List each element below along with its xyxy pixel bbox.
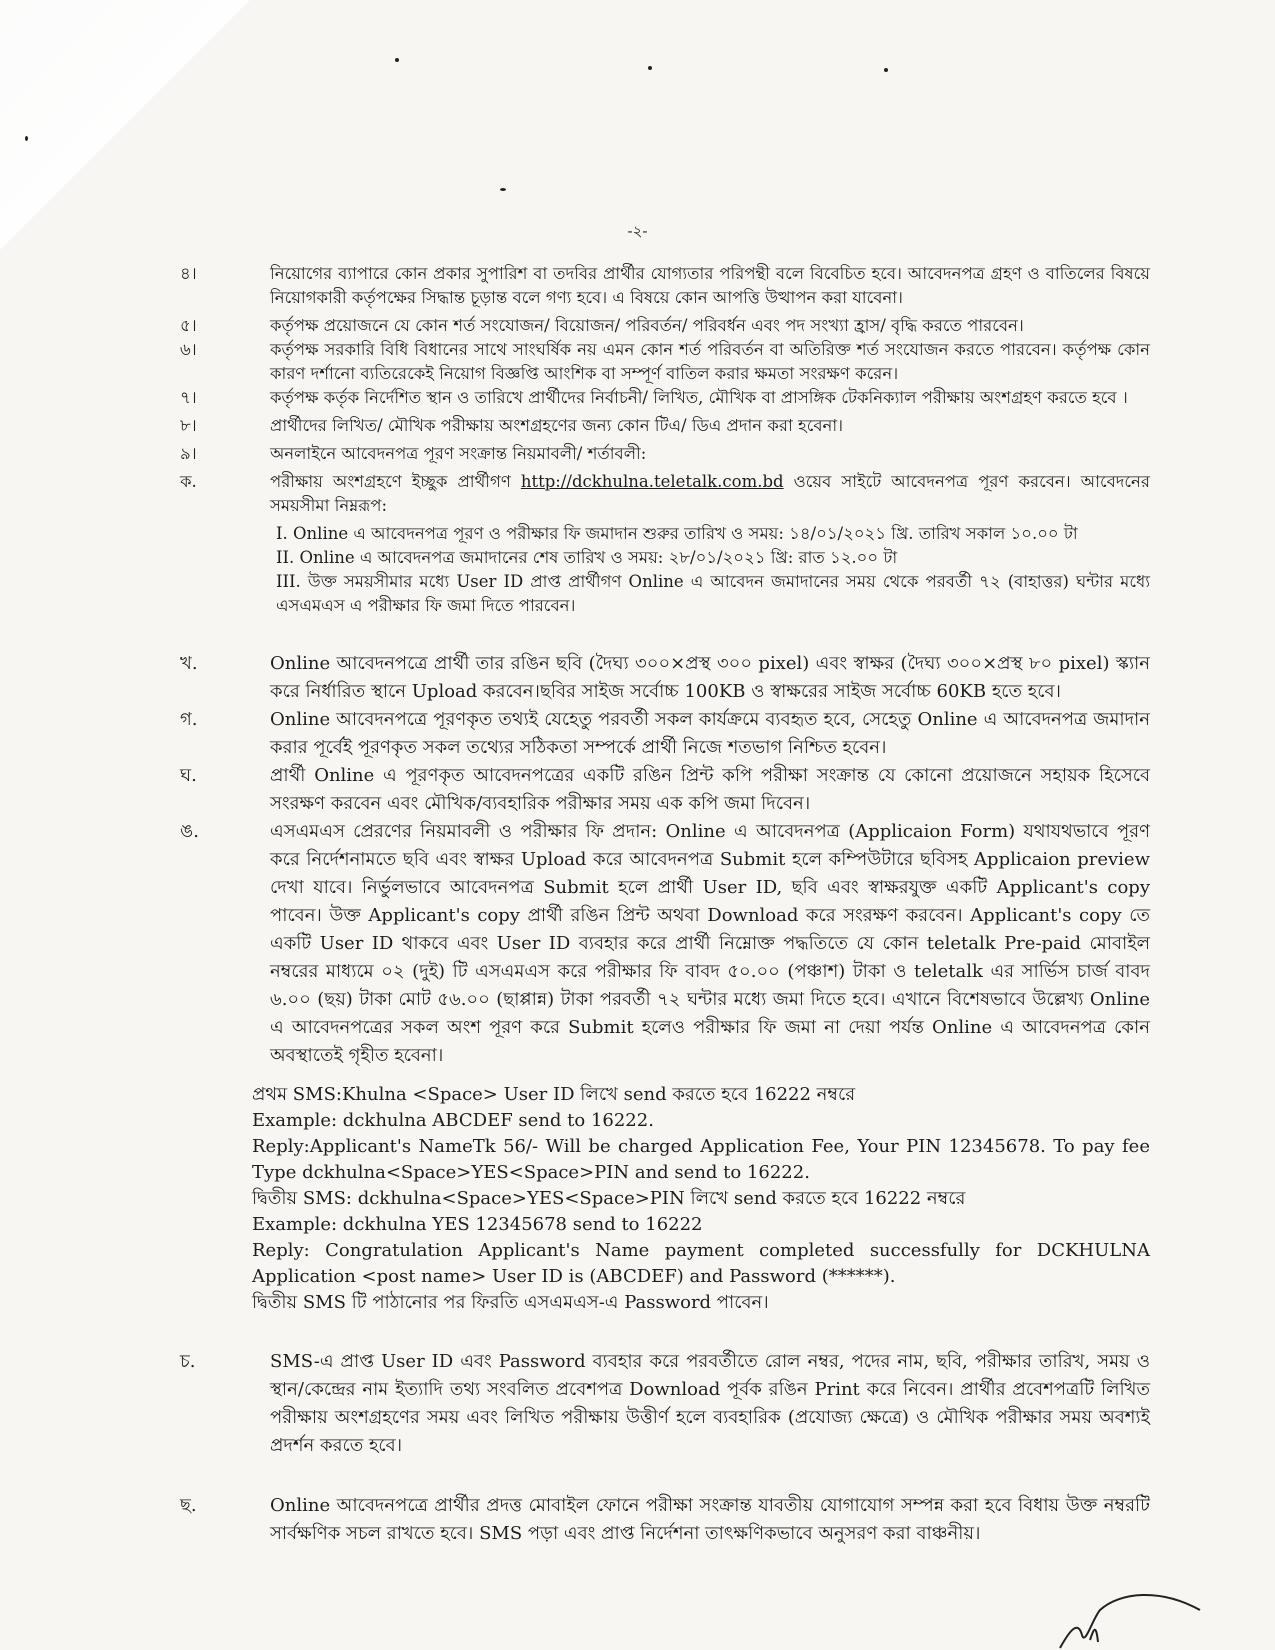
scan-speck bbox=[25, 136, 28, 141]
list-item bbox=[180, 262, 1150, 310]
item-text: Online আবেদনপত্রে প্রার্থী তার রঙিন ছবি (দৈঘ্য ৩০০×প্রস্থ ৩০০ pixel) এবং স্বাক্ষর (দৈঘ্য ৩০০×প্রস্থ ৮০ pixel) স্ক্যান করে নির্ধারিত স্থানে Upload করবেন।ছবির সাইজ সর্বোচ্চ 100KB ও স্বাক্ষরের সাইজ সর্বোচ্চ 60KB হতে হবে। bbox=[270, 653, 1150, 702]
fee-deadline: III. উক্ত সময়সীমার মধ্যে User ID প্রাপ্ত প্রার্থীগণ Online এ আবেদন জমাদানের সময় থেকে পরবর্তী ৭২ (বাহাত্তর) ঘন্টার মধ্যে এসএমএস এ পরীক্ষার ফি জমা দিতে পারবেন। bbox=[276, 572, 1150, 615]
list-item bbox=[180, 338, 1150, 386]
sms-instructions bbox=[252, 1082, 1150, 1316]
sms-line: Example: dckhulna ABCDEF send to 16222. bbox=[252, 1110, 654, 1131]
sms-line: দ্বিতীয় SMS: dckhulna<Space>YES<Space>PIN লিখে send করতে হবে 16222 নম্বরে bbox=[252, 1188, 966, 1209]
deadline-end: II. Online এ আবেদনপত্র জমাদানের শেষ তারিখ ও সময়: ২৮/০১/২০২১ খ্রি: রাত ১২.০০ টা bbox=[276, 548, 898, 567]
item-marker: ঙ. bbox=[180, 821, 199, 842]
list-item bbox=[180, 1492, 1150, 1548]
item-text: Online আবেদনপত্রে প্রার্থীর প্রদত্ত মোবাইল ফোনে পরীক্ষা সংক্রান্ত যাবতীয় যোগাযোগ সম্পন্ন করা হবে বিধায় উক্ত নম্বরটি সার্বক্ষণিক সচল রাখতে হবে। SMS পড়া এবং প্রাপ্ত নির্দেশনা তাৎক্ষণিকভাবে অনুসরণ করা বাঞ্চনীয়। bbox=[270, 1495, 1150, 1544]
document-body bbox=[180, 262, 1150, 1548]
sms-line: Example: dckhulna YES 12345678 send to 16222 bbox=[252, 1214, 703, 1235]
paper-fold-corner bbox=[0, 0, 250, 250]
item-text: অনলাইনে আবেদনপত্র পূরণ সংক্রান্ত নিয়মাবলী/ শর্তাবলী: bbox=[270, 444, 647, 463]
list-item bbox=[180, 1348, 1150, 1460]
list-item bbox=[180, 762, 1150, 818]
signature-mark bbox=[1030, 1580, 1230, 1650]
item-marker: ৬। bbox=[180, 340, 197, 359]
item-marker: ৯। bbox=[180, 444, 197, 463]
deadline-start: I. Online এ আবেদনপত্র পূরণ ও পরীক্ষার ফি জমাদান শুরুর তারিখ ও সময়: ১৪/০১/২০২১ খ্রি. তারিখ সকাল ১০.০০ টা bbox=[276, 524, 1078, 543]
item-marker: গ. bbox=[180, 709, 198, 730]
item-text: Online আবেদনপত্রে পূরণকৃত তথ্যই যেহেতু পরবর্তী সকল কার্যক্রমে ব্যবহৃত হবে, সেহেতু Online এ আবেদনপত্র জমাদান করার পূর্বেই পূরণকৃত সকল তথ্যের সঠিকতা সম্পর্কে প্রার্থী নিজে শতভাগ নিশ্চিত হবেন। bbox=[270, 709, 1150, 758]
ka-text-after: ওয়েব সাইটে আবেদনপত্র পূরণ করবেন। আবেদনের সময়সীমা নিম্নরূপ: bbox=[270, 472, 1150, 515]
page-number: -২- bbox=[627, 222, 648, 240]
scan-speck bbox=[395, 58, 399, 62]
item-marker: ছ. bbox=[180, 1495, 197, 1516]
sms-line: Reply:Applicant's NameTk 56/- Will be charged Application Fee, Your PIN 12345678. To pay fee Type dckhulna<Space>YES<Space>PIN and send to 16222. bbox=[252, 1136, 1150, 1183]
sms-line: দ্বিতীয় SMS টি পাঠানোর পর ফিরতি এসএমএস-এ Password পাবেন। bbox=[252, 1292, 769, 1313]
list-item bbox=[180, 650, 1150, 706]
website-link[interactable]: http://dckhulna.teletalk.com.bd bbox=[520, 472, 784, 491]
item-marker: ৫। bbox=[180, 316, 197, 335]
item-text: কর্তৃপক্ষ প্রয়োজনে যে কোন শর্ত সংযোজন/ বিয়োজন/ পরিবর্তন/ পরিবর্ধন এবং পদ সংখ্যা হ্রাস/ বৃদ্ধি করতে পারবেন। bbox=[270, 316, 1024, 335]
item-text: নিয়োগের ব্যাপারে কোন প্রকার সুপারিশ বা তদবির প্রার্থীর যোগ্যতার পরিপন্থী বলে বিবেচিত হবে। আবেদনপত্র গ্রহণ ও বাতিলের বিষয়ে নিয়োগকারী কর্তৃপক্ষের সিদ্ধান্ত চূড়ান্ত বলে গণ্য হবে। এ বিষয়ে কোন আপত্তি উত্থাপন করা যাবেনা। bbox=[270, 264, 1150, 307]
list-item bbox=[180, 818, 1150, 1070]
list-item bbox=[180, 414, 1150, 438]
list-item bbox=[180, 314, 1150, 338]
list-item bbox=[180, 442, 1150, 466]
ka-text-before: পরীক্ষায় অংশগ্রহণে ইচ্ছুক প্রার্থীগণ bbox=[270, 472, 511, 491]
list-item bbox=[180, 706, 1150, 762]
item-marker: ঘ. bbox=[180, 765, 197, 786]
list-item bbox=[180, 386, 1150, 410]
item-marker: খ. bbox=[180, 653, 198, 674]
item-text: কর্তৃপক্ষ কর্তৃক নির্দেশিত স্থান ও তারিখে প্রার্থীদের নির্বাচনী/ লিখিত, মৌখিক বা প্রাসঙ্গিক টেকনিক্যাল পরীক্ষায় অংশগ্রহণ করতে হবে । bbox=[270, 388, 1128, 407]
item-text: প্রার্থীদের লিখিত/ মৌখিক পরীক্ষায় অংশগ্রহণের জন্য কোন টিএ/ ডিএ প্রদান করা হবেনা। bbox=[270, 416, 844, 435]
item-marker: ৪। bbox=[180, 264, 197, 283]
scan-speck bbox=[648, 66, 652, 70]
scan-speck bbox=[500, 188, 506, 191]
item-text: কর্তৃপক্ষ সরকারি বিধি বিধানের সাথে সাংঘর্ষিক নয় এমন কোন শর্ত পরিবর্তন বা অতিরিক্ত শর্ত সংযোজন করতে পারবেন। কর্তৃপক্ষ কোন কারণ দর্শানো ব্যতিরেকেই নিয়োগ বিজ্ঞপ্তি আংশিক বা সম্পূর্ণ বাতিল করার ক্ষমতা সংরক্ষণ করেন। bbox=[270, 340, 1150, 383]
sms-line: প্রথম SMS:Khulna <Space> User ID লিখে send করতে হবে 16222 নম্বরে bbox=[252, 1084, 856, 1105]
scan-speck bbox=[884, 68, 888, 72]
item-marker: ৮। bbox=[180, 416, 197, 435]
list-item-ka bbox=[180, 470, 1150, 618]
item-marker: ক. bbox=[180, 472, 197, 491]
item-text: SMS-এ প্রাপ্ত User ID এবং Password ব্যবহার করে পরবর্তীতে রোল নম্বর, পদের নাম, ছবি, পরীক্ষার তারিখ, সময় ও স্থান/কেন্দ্রের নাম ইত্যাদি তথ্য সংবলিত প্রবেশপত্র Download পূর্বক রঙিন Print করে নিবেন। প্রার্থীর প্রবেশপত্রটি লিখিত পরীক্ষায় অংশগ্রহণের সময় এবং লিখিত পরীক্ষায় উত্তীর্ণ হলে ব্যবহারিক (প্রযোজ্য ক্ষেত্রে) ও মৌখিক পরীক্ষার সময় অবশ্যই প্রদর্শন করতে হবে। bbox=[270, 1351, 1150, 1456]
sms-line: Reply: Congratulation Applicant's Name payment completed successfully for DCKHULNA Application <post name> User ID is (ABCDEF) and Password (******). bbox=[252, 1240, 1150, 1287]
item-text bbox=[270, 470, 1150, 618]
item-text: প্রার্থী Online এ পূরণকৃত আবেদনপত্রের একটি রঙিন প্রিন্ট কপি পরীক্ষা সংক্রান্ত যে কোনো প্রয়োজনে সহায়ক হিসেবে সংরক্ষণ করবেন এবং মৌখিক/ব্যবহারিক পরীক্ষার সময় এক কপি জমা দিবেন। bbox=[270, 765, 1150, 814]
item-text: এসএমএস প্রেরণের নিয়মাবলী ও পরীক্ষার ফি প্রদান: Online এ আবেদনপত্র (Applicaion Form) যথাযথভাবে পূরণ করে নির্দেশনামতে ছবি এবং স্বাক্ষর Upload করে আবেদনপত্র Submit হলে কম্পিউটারে ছবিসহ Applicaion preview দেখা যাবে। নির্ভুলভাবে আবেদনপত্র Submit হলে প্রার্থী User ID, ছবি এবং স্বাক্ষরযুক্ত একটি Applicant's copy পাবেন। উক্ত Applicant's copy প্রার্থী রঙিন প্রিন্ট অথবা Download করে সংরক্ষণ করবেন। Applicant's copy তে একটি User ID থাকবে এবং User ID ব্যবহার করে প্রার্থী নিম্নোক্ত পদ্ধতিতে যে কোন teletalk Pre-paid মোবাইল নম্বরের মাধ্যমে ০২ (দুই) টি এসএমএস করে পরীক্ষার ফি বাবদ ৫০.০০ (পঞ্চাশ) টাকা ও teletalk এর সার্ভিস চার্জ বাবদ ৬.০০ (ছয়) টাকা মোট ৫৬.০০ (ছাপ্পান্ন) টাকা পরবর্তী ৭২ ঘন্টার মধ্যে জমা দিতে হবে। এখানে বিশেষভাবে উল্লেখ্য Online এ আবেদনপত্রের সকল অংশ পূরণ করে Submit হলেও পরীক্ষার ফি জমা না দেয়া পর্যন্ত Online এ আবেদনপত্র কোন অবস্থাতেই গৃহীত হবেনা। bbox=[270, 821, 1150, 1066]
item-marker: চ. bbox=[180, 1351, 196, 1372]
item-marker: ৭। bbox=[180, 388, 197, 407]
